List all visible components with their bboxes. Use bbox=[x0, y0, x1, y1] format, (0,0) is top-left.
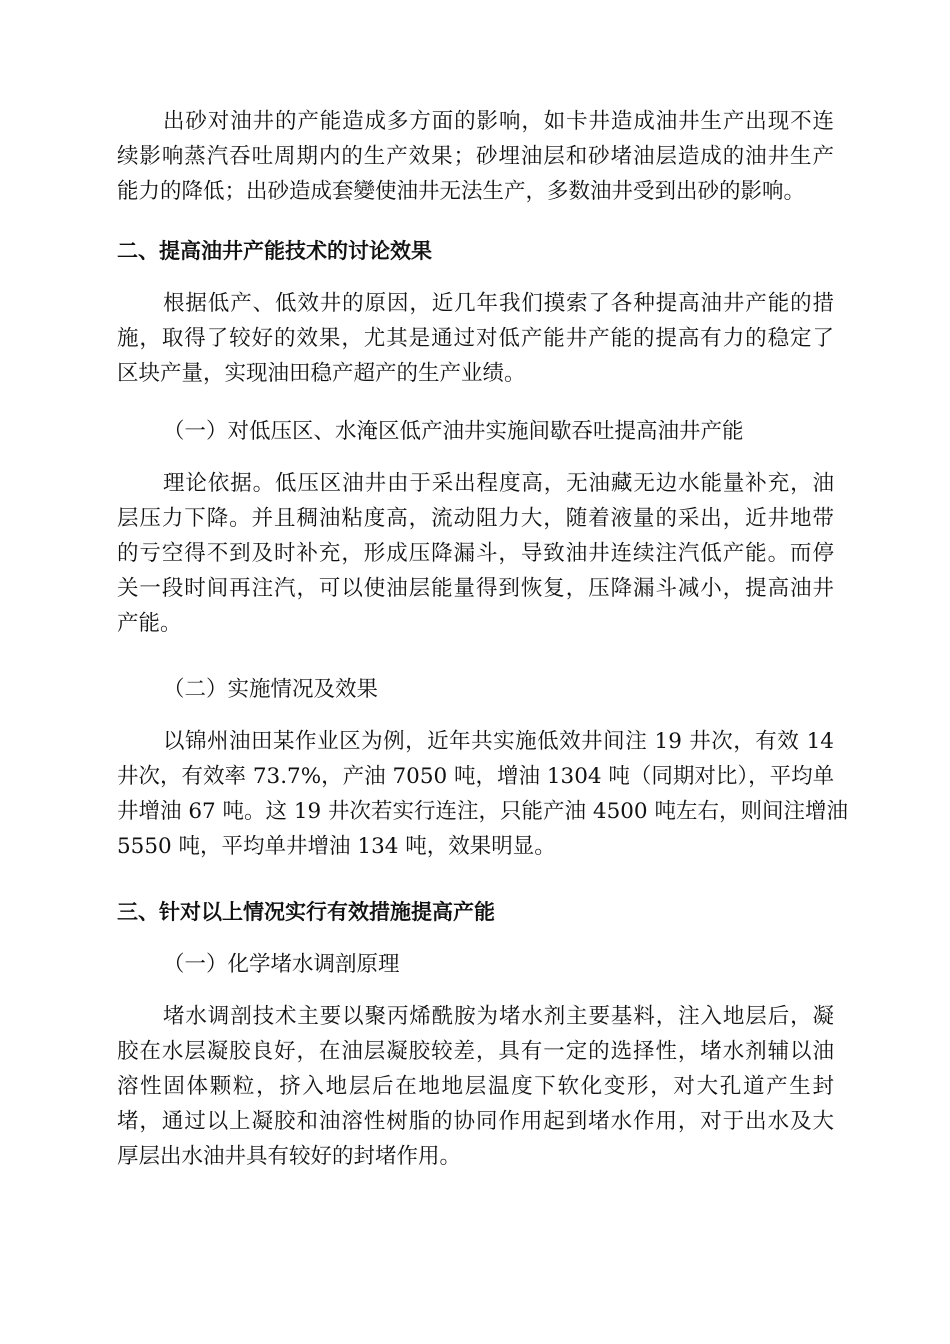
paragraph-line: 5550 吨，平均单井增油 134 吨，效果明显。 bbox=[117, 834, 556, 859]
paragraph-line: 溶性固体颗粒，挤入地层后在地地层温度下软化变形，对大孔道产生封 bbox=[117, 1074, 834, 1099]
subsection-heading: （二）实施情况及效果 bbox=[163, 677, 379, 702]
paragraph-line: 层压力下降。并且稠油粘度高，流动阻力大，随着液量的采出，近井地带 bbox=[117, 506, 834, 531]
paragraph-line: 的亏空得不到及时补充，形成压降漏斗，导致油井连续注汽低产能。而停 bbox=[117, 541, 834, 566]
paragraph-line: 井增油 67 吨。这 19 井次若实行连注，只能产油 4500 吨左右，则间注增油 bbox=[117, 799, 848, 824]
paragraph-line: 关一段时间再注汽，可以使油层能量得到恢复，压降漏斗减小，提高油井 bbox=[117, 576, 834, 601]
section-heading: 二、提高油井产能技术的讨论效果 bbox=[117, 239, 432, 263]
paragraph-line: 能力的降低；出砂造成套變使油井无法生产，多数油井受到出砂的影响。 bbox=[117, 179, 806, 204]
paragraph-line: 续影响蒸汽吞吐周期内的生产效果；砂埋油层和砂堵油层造成的油井生产 bbox=[117, 144, 834, 169]
subsection-heading: （一）化学堵水调剖原理 bbox=[163, 952, 400, 977]
subsection-heading: （一）对低压区、水淹区低产油井实施间歇吞吐提高油井产能 bbox=[163, 419, 744, 444]
paragraph-line: 产能。 bbox=[117, 611, 182, 636]
paragraph-line: 施，取得了较好的效果，尤其是通过对低产能井产能的提高有力的稳定了 bbox=[117, 326, 834, 351]
paragraph-line: 胶在水层凝胶良好，在油层凝胶较差，具有一定的选择性，堵水剂辅以油 bbox=[117, 1039, 834, 1064]
paragraph-line: 井次，有效率 73.7%，产油 7050 吨，增油 1304 吨（同期对比），平均单 bbox=[117, 764, 835, 789]
paragraph-line: 根据低产、低效井的原因，近几年我们摸索了各种提高油井产能的措 bbox=[163, 291, 834, 316]
paragraph-line: 厚层出水油井具有较好的封堵作用。 bbox=[117, 1144, 462, 1169]
paragraph-line: 理论依据。低压区油井由于采出程度高，无油藏无边水能量补充，油 bbox=[163, 471, 834, 496]
paragraph-line: 出砂对油井的产能造成多方面的影响，如卡井造成油井生产出现不连 bbox=[163, 109, 834, 134]
paragraph-line: 区块产量，实现油田稳产超产的生产业绩。 bbox=[117, 361, 526, 386]
paragraph-line: 堵，通过以上凝胶和油溶性树脂的协同作用起到堵水作用，对于出水及大 bbox=[117, 1109, 834, 1134]
paragraph-line: 以锦州油田某作业区为例，近年共实施低效井间注 19 井次，有效 14 bbox=[163, 729, 834, 754]
section-heading: 三、针对以上情况实行有效措施提高产能 bbox=[117, 900, 495, 924]
paragraph-line: 堵水调剖技术主要以聚丙烯酰胺为堵水剂主要基料，注入地层后，凝 bbox=[163, 1004, 834, 1029]
